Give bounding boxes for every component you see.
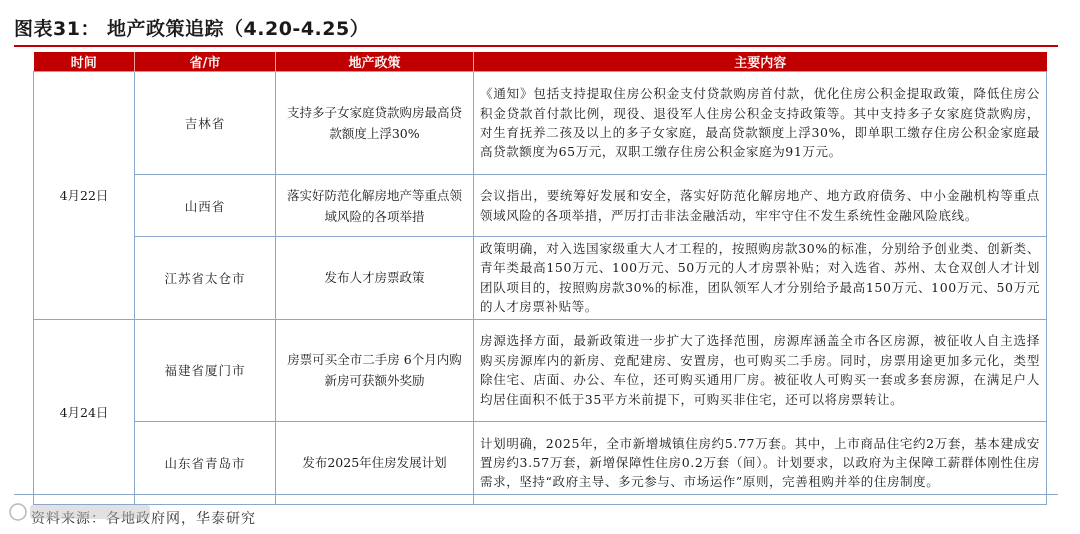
policy-cell: 发布人才房票政策	[276, 237, 474, 320]
province-cell: 江苏省太仓市	[135, 237, 276, 320]
title-rule	[14, 45, 1058, 47]
table-row	[34, 319, 1047, 421]
policy-cell: 房票可买全市二手房 6个月内购新房可获额外奖励	[276, 319, 474, 421]
content-cell: 会议指出，要统筹好发展和安全，落实好防范化解房地产、地方政府债务、中小金融机构等重点领域风险的各项举措，严厉打击非法金融活动，牢牢守住不发生系统性金融风险底线。	[474, 175, 1047, 237]
content-cell: 房源选择方面，最新政策进一步扩大了选择范围，房源库涵盖全市各区房源，被征收人自主选择购买房源库内的新房、竞配建房、安置房，也可购买二手房。同时，房票用途更加多元化，类型除住宅、店面、办公、车位，还可购买通用厂房。被征收人可购买一套或多套房源，在满足户人均居住面积不低于35平方米前提下，可购买非住宅，还可以将房票转让。	[474, 319, 1047, 421]
header-province: 省/市	[135, 52, 276, 72]
content-cell: 政策明确，对入选国家级重大人才工程的，按照购房款30%的标准，分别给予创业类、创新类、青年类最高150万元、100万元、50万元的人才房票补贴；对入选省、苏州、太仓双创人才计划团队项目的，按照购房款30%的标准，团队领军人才分别给予最高150万元、100万元、50万元的人才房票补贴等。	[474, 237, 1047, 320]
table-header-row	[34, 52, 1047, 72]
header-time: 时间	[34, 52, 135, 72]
watermark-logo	[6, 496, 156, 528]
bottom-rule	[14, 494, 1058, 495]
policy-cell: 发布2025年住房发展计划	[276, 421, 474, 504]
policy-table	[33, 52, 1047, 505]
header-policy: 地产政策	[276, 52, 474, 72]
table-row	[34, 175, 1047, 237]
figure-title: 图表31： 地产政策追踪（4.20-4.25）	[14, 18, 370, 40]
policy-cell: 落实好防范化解房地产等重点领域风险的各项举措	[276, 175, 474, 237]
content-cell: 计划明确，2025年，全市新增城镇住房约5.77万套。其中，上市商品住宅约2万套，基本建成安置房约3.57万套，新增保障性住房0.2万套（间）。计划要求，以政府为主保障工薪群体刚性住房需求，坚持“政府主导、多元参与、市场运作”原则，完善租购并举的住房制度。	[474, 421, 1047, 504]
province-cell: 山西省	[135, 175, 276, 237]
date-cell: 4月22日	[34, 72, 135, 320]
source-note: 资料来源：各地政府网，华泰研究	[31, 511, 256, 527]
date-cell: 4月24日	[34, 319, 135, 504]
table-row	[34, 421, 1047, 504]
province-cell: 福建省厦门市	[135, 319, 276, 421]
header-content: 主要内容	[474, 52, 1047, 72]
content-cell: 《通知》包括支持提取住房公积金支付贷款购房首付款，优化住房公积金提取政策，降低住房公积金贷款首付款比例，现役、退役军人住房公积金支持政策等。其中支持多子女家庭贷款购房，对生育抚养二孩及以上的多子女家庭，最高贷款额度上浮30%，即单职工缴存住房公积金家庭最高贷款额度为65万元，双职工缴存住房公积金家庭为91万元。	[474, 72, 1047, 175]
table-row	[34, 237, 1047, 320]
table-row	[34, 72, 1047, 175]
province-cell: 吉林省	[135, 72, 276, 175]
policy-cell: 支持多子女家庭贷款购房最高贷款额度上浮30%	[276, 72, 474, 175]
province-cell: 山东省青岛市	[135, 421, 276, 504]
